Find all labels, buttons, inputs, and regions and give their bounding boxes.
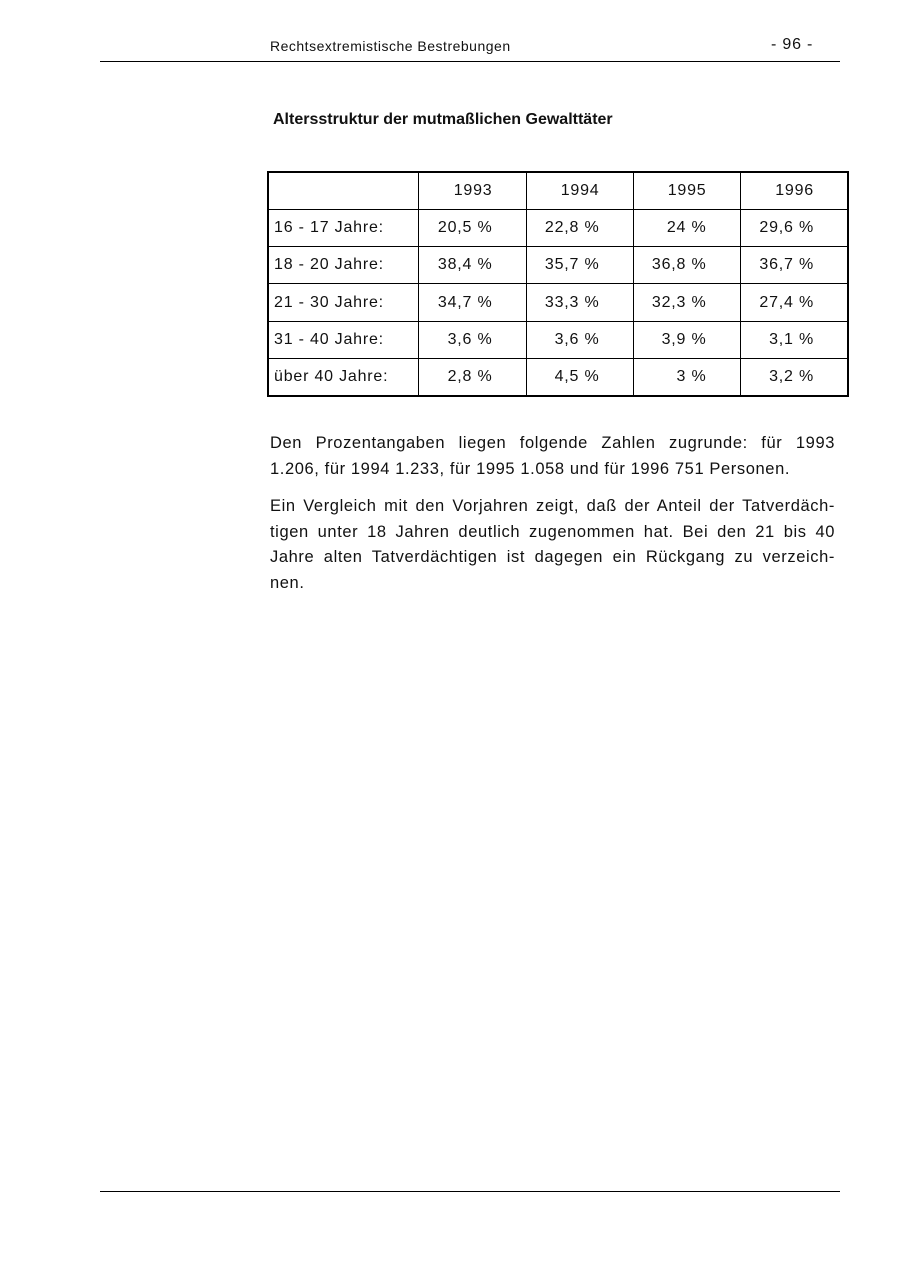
table-cell: 29,6 % [740, 209, 848, 246]
paragraph-case-counts [270, 431, 835, 482]
text-line: Ein Vergleich mit den Vorjahren zeigt, daß der Anteil der Tatverdäch- [270, 497, 835, 516]
table-cell: 27,4 % [740, 284, 848, 321]
table-cell: 34,7 % [418, 284, 526, 321]
table-header-row [268, 172, 848, 209]
table-header-year: 1994 [526, 172, 633, 209]
text-line: Den Prozentangaben liegen folgende Zahlen zugrunde: für 1993 [270, 434, 835, 452]
table-header-corner [268, 172, 418, 209]
table-cell: 20,5 % [418, 209, 526, 246]
header-rule [100, 61, 840, 62]
table-row [268, 321, 848, 358]
table-cell: 2,8 % [418, 358, 526, 395]
table-row [268, 247, 848, 284]
table-cell: 36,7 % [740, 247, 848, 284]
table-cell: 36,8 % [633, 247, 740, 284]
row-label: 18 - 20 Jahre: [268, 247, 418, 284]
row-label: 16 - 17 Jahre: [268, 209, 418, 246]
text-line: Jahre alten Tatverdächtigen ist dagegen ein Rückgang zu verzeich- [270, 548, 835, 567]
text-line: nen. [270, 573, 305, 592]
table-header-year: 1993 [418, 172, 526, 209]
table-cell: 3,2 % [740, 358, 848, 395]
text-line: tigen unter 18 Jahren deutlich zugenommen hat. Bei den 21 bis 40 [270, 522, 835, 541]
body-text [270, 431, 835, 609]
row-label: 21 - 30 Jahre: [268, 284, 418, 321]
table-cell: 22,8 % [526, 209, 633, 246]
row-label: 31 - 40 Jahre: [268, 321, 418, 358]
table-cell: 32,3 % [633, 284, 740, 321]
table-row [268, 358, 848, 395]
table-cell: 33,3 % [526, 284, 633, 321]
page-number: - 96 - [771, 36, 814, 53]
table-cell: 4,5 % [526, 358, 633, 395]
footer-rule [100, 1191, 840, 1192]
running-header-title: Rechtsextremistische Bestrebungen [270, 38, 511, 54]
table-cell: 35,7 % [526, 247, 633, 284]
table-cell: 3 % [633, 358, 740, 395]
table-cell: 3,6 % [526, 321, 633, 358]
text-line: 1.206, für 1994 1.233, für 1995 1.058 und für 1996 751 Personen. [270, 459, 791, 478]
table-cell: 3,9 % [633, 321, 740, 358]
table-cell: 3,6 % [418, 321, 526, 358]
table-row [268, 209, 848, 246]
table-cell: 24 % [633, 209, 740, 246]
table-row [268, 284, 848, 321]
table-header-year: 1996 [740, 172, 848, 209]
section-title: Altersstruktur der mutmaßlichen Gewalttäter [273, 111, 613, 128]
table-header-year: 1995 [633, 172, 740, 209]
paragraph-comparison [270, 494, 835, 596]
table-cell: 3,1 % [740, 321, 848, 358]
table-cell: 38,4 % [418, 247, 526, 284]
row-label: über 40 Jahre: [268, 358, 418, 395]
age-structure-table [267, 171, 849, 397]
